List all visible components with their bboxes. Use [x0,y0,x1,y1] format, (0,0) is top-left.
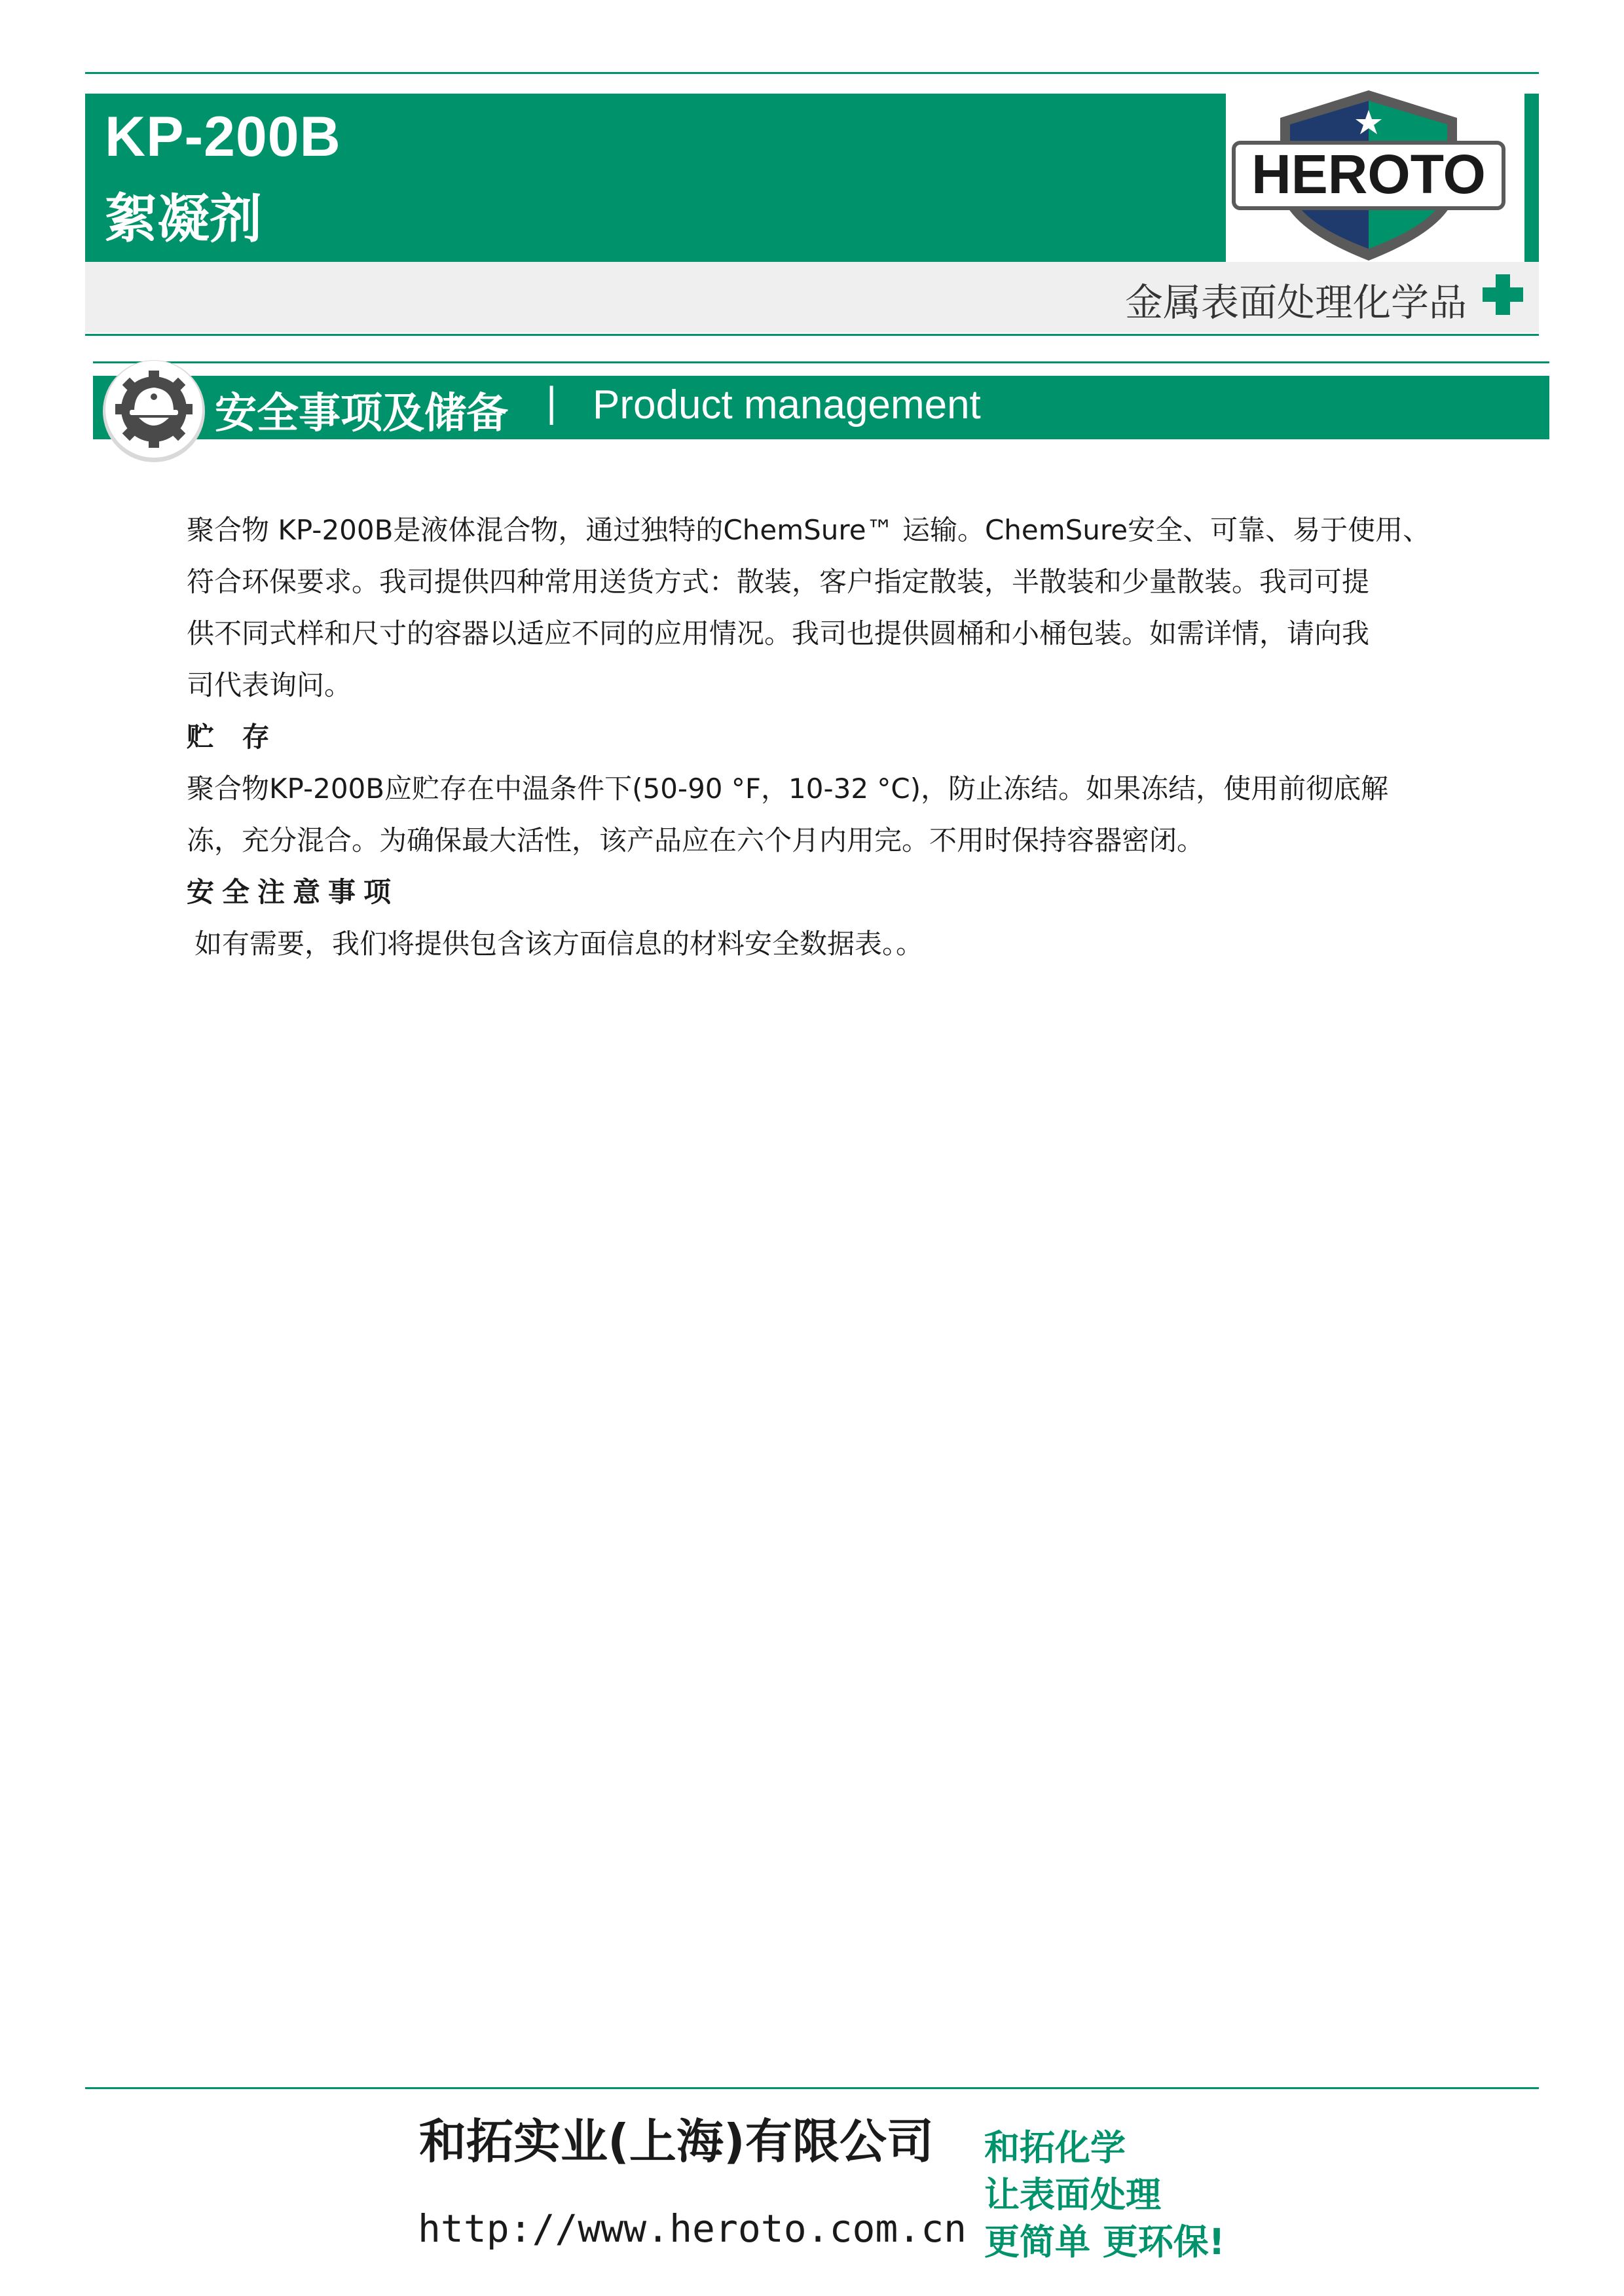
intro-line: 司代表询问。 [187,669,352,701]
footer-rule [85,2087,1539,2089]
intro-line: 聚合物 KP-200B是液体混合物，通过独特的ChemSure™ 运输。ChemSure安全、可靠、易于使用、 [187,514,1431,546]
section-separator: | [545,380,559,426]
slogan-line: 让表面处理 [984,2174,1161,2215]
logo-wordmark: HEROTO [1251,143,1486,205]
section-title: 安全事项及储备 [215,390,508,438]
slogan-line: 更简单 更环保! [984,2221,1225,2263]
company-name: 和拓实业(上海)有限公司 [419,2114,934,2169]
safety-heading: 安全注意事项 [187,876,399,908]
intro-line: 供不同式样和尺寸的容器以适应不同的应用情况。我司也提供圆桶和小桶包装。如需详情，请向我 [187,617,1370,649]
product-code: KP-200B [105,105,341,168]
storage-line: 聚合物KP-200B应贮存在中温条件下(50-90 °F，10-32 °C)，防止冻结。如果冻结，使用前彻底解 [187,773,1389,805]
section-subtitle: Product management [593,382,981,428]
top-rule [85,72,1539,74]
header-subtitle: 金属表面处理化学品 [1124,280,1467,325]
slogan-line: 和拓化学 [984,2127,1126,2168]
safety-helmet-gear-icon [98,354,210,465]
header-right-stripe [1524,94,1539,262]
storage-heading: 贮 存 [187,721,279,753]
section-top-rule [93,361,1549,363]
intro-line: 符合环保要求。我司提供四种常用送货方式：散装，客户指定散装，半散装和少量散装。我司可提 [187,566,1370,598]
body-content [187,504,1470,970]
storage-line: 冻，充分混合。为确保最大活性，该产品应在六个月内用完。不用时保持容器密闭。 [187,824,1205,856]
product-name: 絮凝剂 [105,189,262,249]
plus-cross-icon [1481,273,1524,316]
company-url[interactable]: http://www.heroto.com.cn [418,2206,967,2251]
header-bottom-rule [85,334,1539,336]
safety-text: 如有需要，我们将提供包含该方面信息的材料安全数据表。。 [194,928,924,960]
heroto-logo [1231,85,1506,268]
